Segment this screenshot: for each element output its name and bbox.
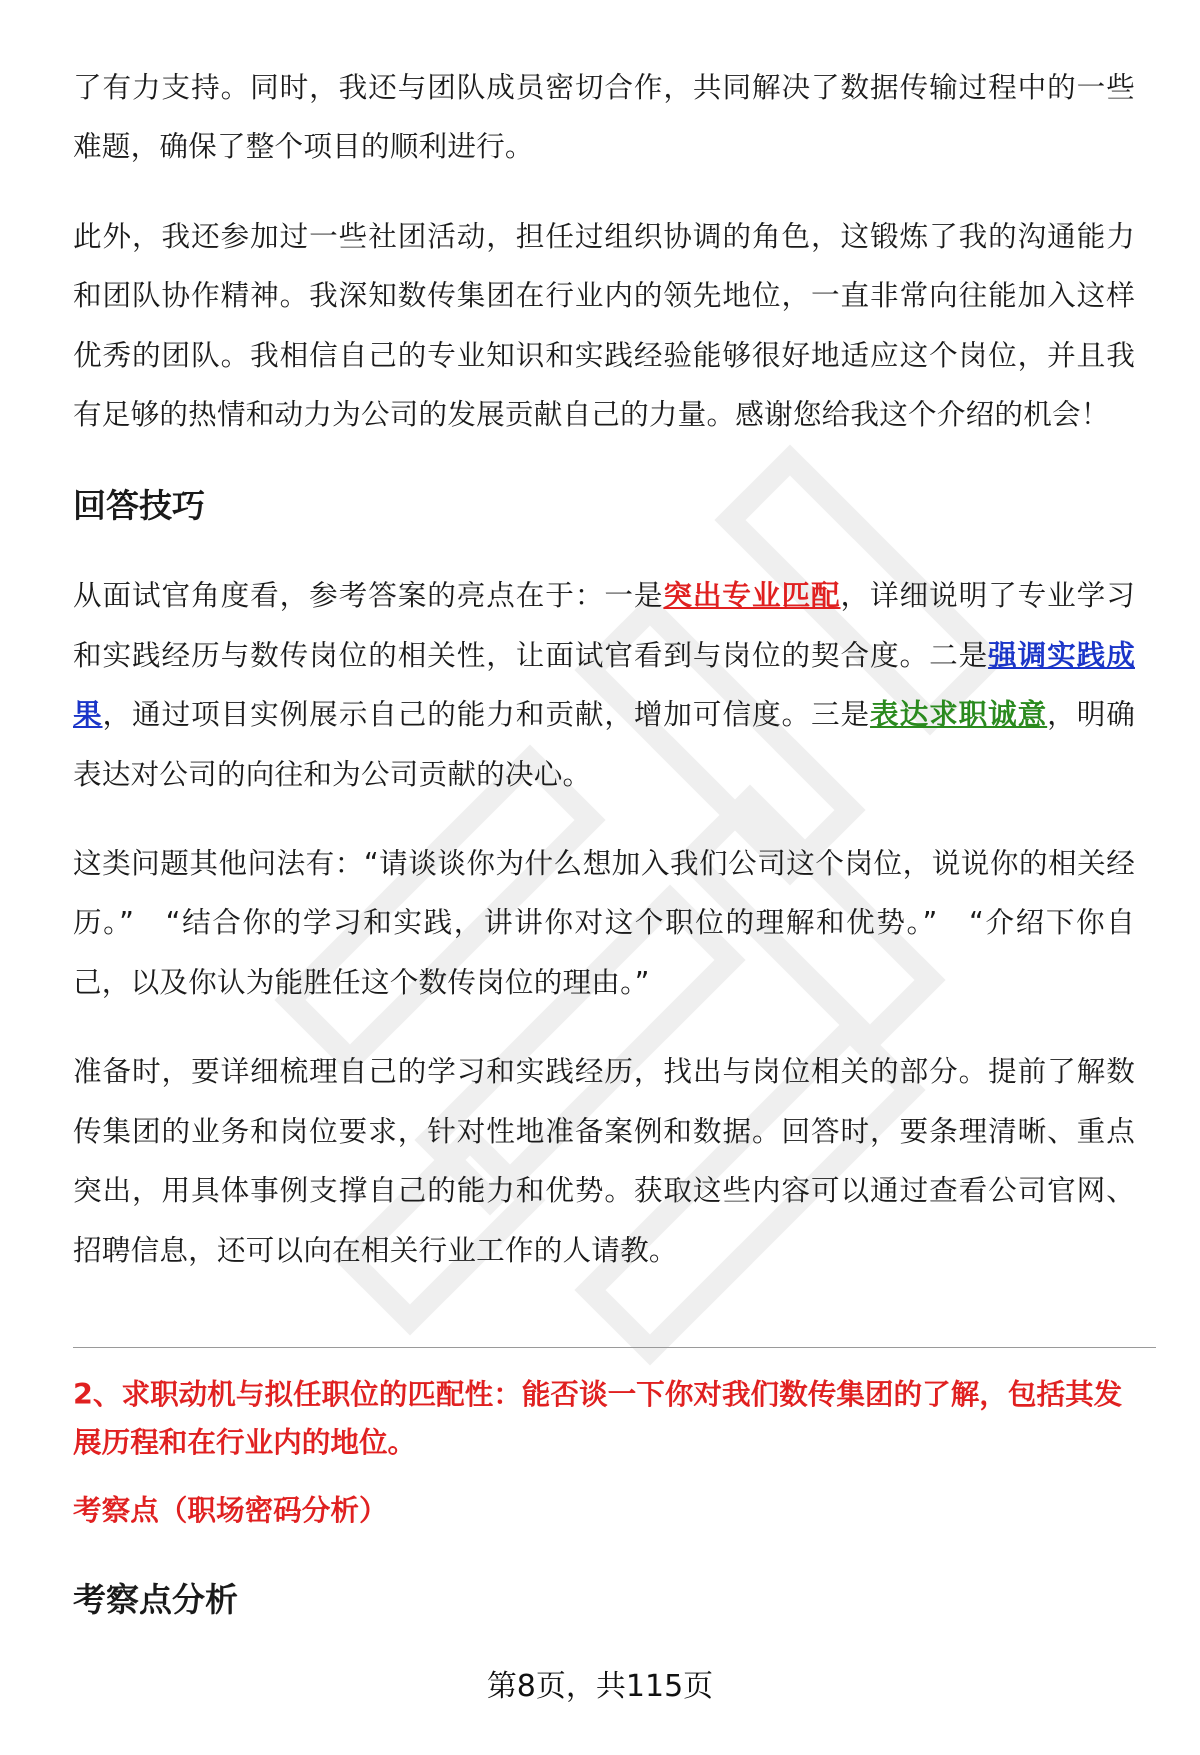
section-heading-analysis: 考察点分析 — [73, 1580, 238, 1619]
paragraph-activities: 此外，我还参加过一些社团活动，担任过组织协调的角色，这锻炼了我的沟通能力和团队协作精神。我深知数传集团在行业内的领先地位，一直非常向往能加入这样优秀的团队。我相信自己的专业知识和实践经验能够很好地适应这个岗位，并且我有足够的热情和动力为公司的发展贡献自己的力量。感谢您给我这个介绍的机会！ — [73, 218, 1135, 432]
section-divider — [73, 1347, 1156, 1348]
paragraph-continued: 了有力支持。同时，我还与团队成员密切合作，共同解决了数据传输过程中的一些难题，确保了整个项目的顺利进行。 — [73, 70, 1135, 164]
paragraph-alternative-questions: 这类问题其他问法有：“请谈谈你为什么想加入我们公司这个岗位，说说你的相关经历。” “结合你的学习和实践，讲讲你对这个职位的理解和优势。” “介绍下你自己，以及你认为能胜任这个数传岗位的理由。” — [73, 846, 1135, 999]
section-heading-tips: 回答技巧 — [73, 486, 205, 526]
tips-text-4: ，明确表达对公司的向往和为公司贡献的决心。 — [73, 697, 1136, 791]
page-number: 第8页，共115页 — [486, 1669, 714, 1704]
highlight-practice-results: 强调实践成果 — [73, 637, 1135, 732]
paragraph-preparation: 准备时，要详细梳理自己的学习和实践经历，找出与岗位相关的部分。提前了解数传集团的业务和岗位要求，针对性地准备案例和数据。回答时，要条理清晰、重点突出，用具体事例支撑自己的能力和优势。获取这些内容可以通过查看公司官网、招聘信息，还可以向在相关行业工作的人请教。 — [73, 1054, 1135, 1267]
tips-text-2: ，详细说明了专业学习和实践经历与数传岗位的相关性，让面试官看到与岗位的契合度。二是 — [73, 578, 1135, 672]
exam-point-label: 考察点（职场密码分析） — [73, 1493, 388, 1527]
document-body — [73, 58, 1135, 1280]
tips-text-3: ，通过项目实例展示自己的能力和贡献，增加可信度。三是 — [102, 697, 871, 732]
highlight-professional-match: 突出专业匹配 — [663, 578, 841, 613]
tips-text-1: 从面试官角度看，参考答案的亮点在于：一是 — [73, 578, 664, 613]
question-2-title: 2、求职动机与拟任职位的匹配性：能否谈一下你对我们数传集团的了解，包括其发展历程和在行业内的地位。 — [73, 1377, 1123, 1459]
highlight-job-sincerity: 表达求职诚意 — [870, 697, 1048, 732]
paragraph-tips-highlights — [73, 566, 1135, 804]
